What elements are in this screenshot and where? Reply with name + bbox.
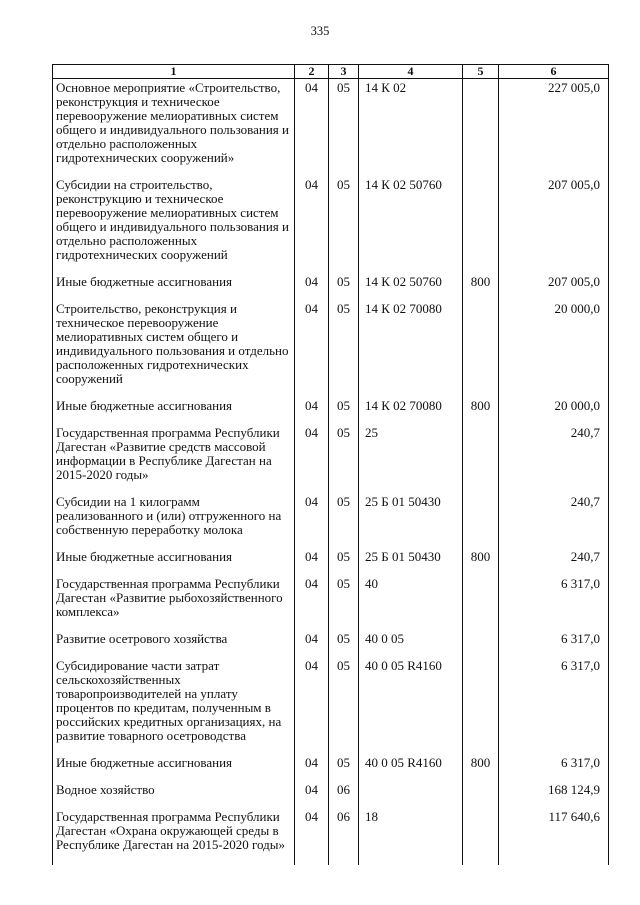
cell-expense-type: [463, 495, 499, 550]
cell-subsection: 05: [329, 302, 359, 399]
cell-name: Иные бюджетные ассигнования: [53, 550, 295, 577]
cell-name: Иные бюджетные ассигнования: [53, 756, 295, 783]
header-col-2: 2: [295, 65, 329, 79]
header-col-3: 3: [329, 65, 359, 79]
cell-target-code: 14 К 02 50760: [359, 178, 463, 275]
cell-subsection: 05: [329, 399, 359, 426]
cell-section: 04: [295, 178, 329, 275]
cell-subsection: 05: [329, 426, 359, 495]
table-row: [53, 302, 609, 399]
cell-expense-type: 800: [463, 275, 499, 302]
cell-name: Строительство, реконструкция и техническое перевооружение мелиоративных систем общего и индивидуального пользования и отдельно расположенных гидротехнических сооружений: [53, 302, 295, 399]
cell-amount: 240,7: [499, 426, 609, 495]
cell-subsection: 05: [329, 495, 359, 550]
cell-section: 04: [295, 399, 329, 426]
cell-expense-type: [463, 178, 499, 275]
cell-expense-type: 800: [463, 550, 499, 577]
cell-subsection: 05: [329, 659, 359, 756]
cell-target-code: 14 К 02 70080: [359, 399, 463, 426]
cell-amount: 227 005,0: [499, 79, 609, 179]
cell-target-code: 40 0 05: [359, 632, 463, 659]
cell-section: 04: [295, 275, 329, 302]
table-row: [53, 783, 609, 810]
table-row: [53, 810, 609, 865]
cell-amount: 240,7: [499, 550, 609, 577]
budget-table: [52, 64, 609, 865]
table-row: [53, 550, 609, 577]
table-row: [53, 399, 609, 426]
cell-target-code: 40 0 05 R4160: [359, 659, 463, 756]
cell-target-code: [359, 783, 463, 810]
cell-name: Субсидирование части затрат сельскохозяйственных товаропроизводителей на уплату процентов по кредитам, полученным в российских кредитных организациях, на развитие товарного осетроводства: [53, 659, 295, 756]
cell-amount: 6 317,0: [499, 659, 609, 756]
cell-section: 04: [295, 632, 329, 659]
cell-expense-type: [463, 659, 499, 756]
table-header-row: [53, 65, 609, 79]
cell-expense-type: [463, 79, 499, 179]
cell-subsection: 05: [329, 79, 359, 179]
cell-section: 04: [295, 550, 329, 577]
table-row: [53, 659, 609, 756]
cell-amount: 207 005,0: [499, 178, 609, 275]
cell-amount: 117 640,6: [499, 810, 609, 865]
cell-name: Иные бюджетные ассигнования: [53, 275, 295, 302]
header-col-6: 6: [499, 65, 609, 79]
cell-section: 04: [295, 495, 329, 550]
cell-amount: 20 000,0: [499, 399, 609, 426]
cell-section: 04: [295, 302, 329, 399]
cell-section: 04: [295, 577, 329, 632]
cell-subsection: 05: [329, 550, 359, 577]
cell-section: 04: [295, 426, 329, 495]
cell-expense-type: [463, 783, 499, 810]
cell-target-code: 25: [359, 426, 463, 495]
cell-name: Водное хозяйство: [53, 783, 295, 810]
cell-target-code: 40: [359, 577, 463, 632]
cell-target-code: 25 Б 01 50430: [359, 495, 463, 550]
cell-section: 04: [295, 756, 329, 783]
cell-subsection: 06: [329, 783, 359, 810]
cell-section: 04: [295, 659, 329, 756]
table-row: [53, 79, 609, 179]
cell-name: Субсидии на строительство, реконструкцию и техническое перевооружение мелиоративных систем общего и индивидуального пользования и отдельно расположенных гидротехнических сооружений: [53, 178, 295, 275]
cell-target-code: 14 К 02 70080: [359, 302, 463, 399]
table-row: [53, 426, 609, 495]
cell-subsection: 05: [329, 756, 359, 783]
cell-expense-type: [463, 426, 499, 495]
cell-expense-type: 800: [463, 399, 499, 426]
header-col-4: 4: [359, 65, 463, 79]
cell-expense-type: [463, 632, 499, 659]
cell-amount: 240,7: [499, 495, 609, 550]
table-row: [53, 756, 609, 783]
cell-subsection: 06: [329, 810, 359, 865]
cell-expense-type: [463, 302, 499, 399]
cell-expense-type: [463, 810, 499, 865]
table-row: [53, 178, 609, 275]
cell-target-code: 14 К 02: [359, 79, 463, 179]
cell-target-code: 25 Б 01 50430: [359, 550, 463, 577]
table-row: [53, 495, 609, 550]
cell-subsection: 05: [329, 577, 359, 632]
cell-expense-type: 800: [463, 756, 499, 783]
cell-name: Государственная программа Республики Дагестан «Развитие рыбохозяйственного комплекса»: [53, 577, 295, 632]
cell-amount: 6 317,0: [499, 632, 609, 659]
cell-name: Субсидии на 1 килограмм реализованного и (или) отгруженного на собственную переработку молока: [53, 495, 295, 550]
cell-name: Государственная программа Республики Дагестан «Охрана окружающей среды в Республике Дагестан на 2015-2020 годы»: [53, 810, 295, 865]
cell-amount: 6 317,0: [499, 756, 609, 783]
cell-section: 04: [295, 783, 329, 810]
table-row: [53, 577, 609, 632]
cell-section: 04: [295, 810, 329, 865]
cell-amount: 6 317,0: [499, 577, 609, 632]
cell-subsection: 05: [329, 632, 359, 659]
cell-expense-type: [463, 577, 499, 632]
cell-target-code: 40 0 05 R4160: [359, 756, 463, 783]
cell-name: Государственная программа Республики Дагестан «Развитие средств массовой информации в Республике Дагестан на 2015-2020 годы»: [53, 426, 295, 495]
table-row: [53, 632, 609, 659]
table-row: [53, 275, 609, 302]
page-number: 335: [310, 24, 330, 38]
cell-name: Иные бюджетные ассигнования: [53, 399, 295, 426]
cell-target-code: 14 К 02 50760: [359, 275, 463, 302]
cell-amount: 207 005,0: [499, 275, 609, 302]
cell-target-code: 18: [359, 810, 463, 865]
cell-amount: 168 124,9: [499, 783, 609, 810]
cell-name: Основное мероприятие «Строительство, реконструкция и техническое перевооружение мелиоративных систем общего и индивидуального пользования и отдельно расположенных гидротехнических сооружений»: [53, 79, 295, 179]
cell-name: Развитие осетрового хозяйства: [53, 632, 295, 659]
cell-section: 04: [295, 79, 329, 179]
cell-subsection: 05: [329, 178, 359, 275]
header-col-1: 1: [53, 65, 295, 79]
header-col-5: 5: [463, 65, 499, 79]
cell-amount: 20 000,0: [499, 302, 609, 399]
cell-subsection: 05: [329, 275, 359, 302]
